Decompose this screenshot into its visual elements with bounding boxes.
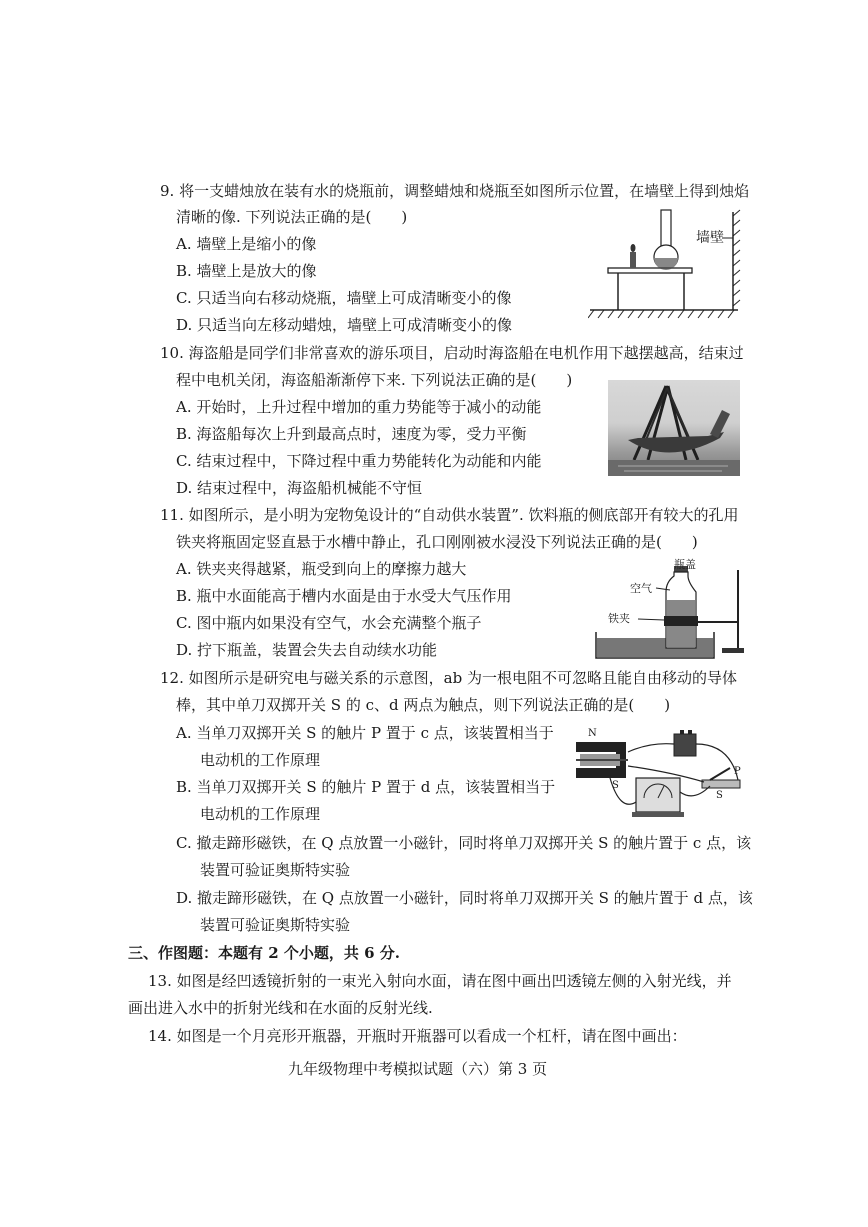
pirate-ship-photo [608, 380, 740, 476]
q12-option-c-line1: C. 撤走蹄形磁铁，在 Q 点放置一小磁针，同时将单刀双掷开关 S 的触片置于 c 点，该 [176, 834, 752, 852]
q11-option-b: B. 瓶中水面能高于槽内水面是由于水受大气压作用 [176, 587, 512, 605]
q13-line2: 画出进入水中的折射光线和在水面的反射光线. [128, 999, 433, 1017]
q12-option-b-line2: 电动机的工作原理 [200, 805, 321, 823]
q12-circuit-figure [570, 722, 750, 822]
q12-p-label: P [734, 766, 741, 777]
q12-option-b-line1: B. 当单刀双掷开关 S 的触片 P 置于 d 点，该装置相当于 [176, 778, 556, 796]
q13-line1: 13. 如图是经凹透镜折射的一束光入射向水面，请在图中画出凹透镜左侧的入射光线，并 [148, 972, 732, 990]
q10-stem-line2: 程中电机关闭，海盗船渐渐停下来. 下列说法正确的是( ) [176, 371, 573, 389]
q11-option-a: A. 铁夹夹得越紧，瓶受到向上的摩擦力越大 [176, 560, 467, 578]
q12-switch-s-label: S [716, 790, 723, 801]
q12-option-a-line1: A. 当单刀双掷开关 S 的触片 P 置于 c 点，该装置相当于 [176, 724, 554, 742]
q12-n-pole-label: N [588, 728, 597, 739]
q9-stem-line1: 9. 将一支蜡烛放在装有水的烧瓶前，调整蜡烛和烧瓶至如图所示位置，在墙壁上得到烛焰 [160, 182, 750, 200]
q10-stem-line1: 10. 海盗船是同学们非常喜欢的游乐项目，启动时海盗船在电机作用下越摆越高，结束过 [160, 344, 744, 362]
q9-option-c: C. 只适当向右移动烧瓶，墙壁上可成清晰变小的像 [176, 289, 512, 307]
q9-candle-flask-figure [588, 200, 748, 322]
q9-option-a: A. 墙壁上是缩小的像 [176, 235, 317, 253]
q10-option-c: C. 结束过程中，下降过程中重力势能转化为动能和内能 [176, 452, 542, 470]
q11-stem-line2: 铁夹将瓶固定竖直悬于水槽中静止，孔口刚刚被水浸没下列说法正确的是( ) [176, 533, 698, 551]
q12-s-pole-label: S [612, 780, 619, 791]
q9-option-d: D. 只适当向左移动蜡烛，墙壁上可成清晰变小的像 [176, 316, 513, 334]
q11-stem-line1: 11. 如图所示，是小明为宠物兔设计的“自动供水装置”. 饮料瓶的侧底部开有较大的孔用 [160, 506, 739, 524]
q12-option-d-line1: D. 撤走蹄形磁铁，在 Q 点放置一小磁针，同时将单刀双掷开关 S 的触片置于 d 点，该 [176, 889, 753, 907]
page-footer: 九年级物理中考模拟试题（六）第 3 页 [288, 1060, 548, 1078]
q12-option-c-line2: 装置可验证奥斯特实验 [200, 861, 351, 879]
q12-option-a-line2: 电动机的工作原理 [200, 751, 321, 769]
q12-option-d-line2: 装置可验证奥斯特实验 [200, 916, 351, 934]
q14-line1: 14. 如图是一个月亮形开瓶器，开瓶时开瓶器可以看成一个杠杆，请在图中画出： [148, 1027, 687, 1045]
q10-option-d: D. 结束过程中，海盗船机械能不守恒 [176, 479, 423, 497]
section-3-heading: 三、作图题：本题有 2 个小题，共 6 分. [128, 944, 400, 962]
q11-option-d: D. 拧下瓶盖，装置会失去自动续水功能 [176, 641, 438, 659]
q9-option-b: B. 墙壁上是放大的像 [176, 262, 317, 280]
q12-stem-line2: 棒，其中单刀双掷开关 S 的 c、d 两点为触点，则下列说法正确的是( ) [176, 696, 671, 714]
q10-option-a: A. 开始时，上升过程中增加的重力势能等于减小的动能 [176, 398, 542, 416]
q11-cap-label: 瓶盖 [674, 558, 696, 571]
q11-option-c: C. 图中瓶内如果没有空气，水会充满整个瓶子 [176, 614, 482, 632]
q12-stem-line1: 12. 如图所示是研究电与磁关系的示意图，ab 为一根电阻不可忽略且能自由移动的导体 [160, 669, 737, 687]
q11-clip-label: 铁夹 [608, 612, 630, 625]
q11-air-label: 空气 [630, 582, 652, 595]
q10-option-b: B. 海盗船每次上升到最高点时，速度为零，受力平衡 [176, 425, 527, 443]
q9-stem-line2: 清晰的像. 下列说法正确的是( ) [176, 208, 408, 226]
q9-wall-label: 墙壁 [696, 230, 724, 246]
